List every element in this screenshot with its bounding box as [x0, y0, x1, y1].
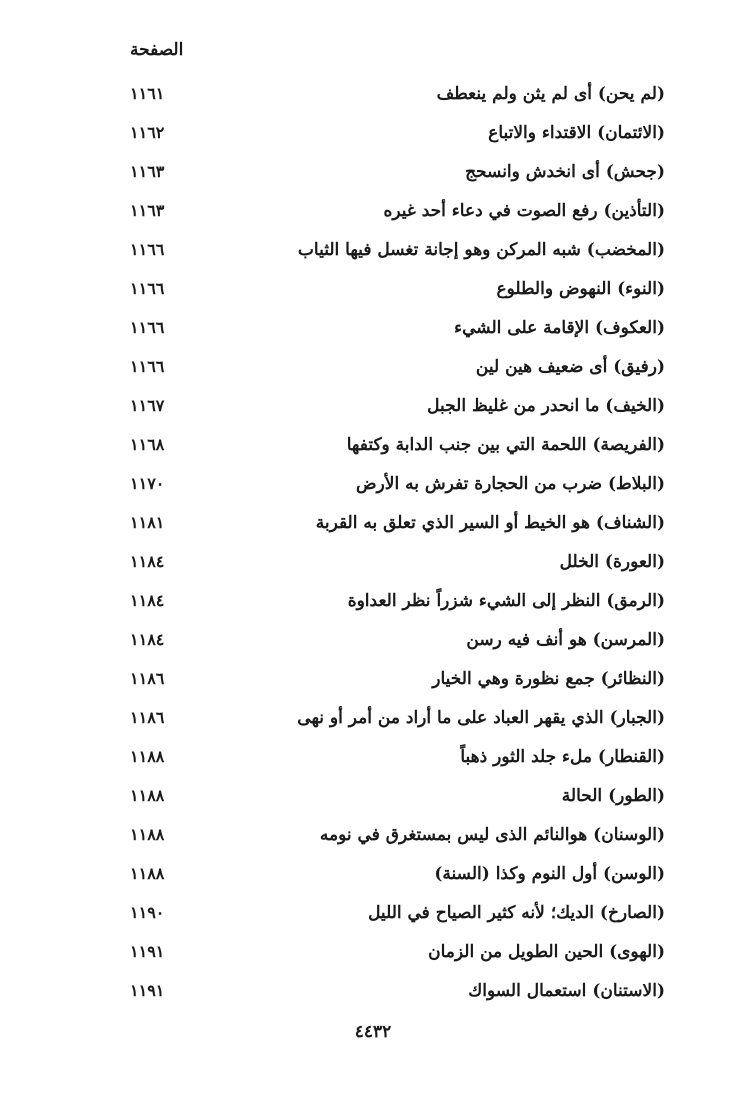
- entry-definition: (الائتمان) الاقتداء والاتباع: [488, 122, 665, 143]
- index-entry: [130, 815, 665, 854]
- index-entry: [130, 503, 665, 542]
- index-entry: [130, 308, 665, 347]
- index-entry: [130, 776, 665, 815]
- entry-page-number: ١١٨٨: [130, 786, 165, 805]
- entry-definition: (المخضب) شبه المركن وهو إجانة تغسل فيها الثياب: [297, 239, 665, 260]
- entry-definition: (الطور) الحالة: [561, 785, 665, 806]
- glossary-index-list: [130, 74, 665, 1010]
- entry-page-number: ١١٦٣: [130, 162, 165, 181]
- entry-definition: (الصارخ) الديك؛ لأنه كثير الصياح في الليل: [368, 902, 665, 923]
- entry-page-number: ١١٨٤: [130, 552, 165, 571]
- entry-page-number: ١١٧٠: [130, 474, 165, 493]
- entry-definition: (النظائر) جمع نظورة وهي الخيار: [432, 668, 665, 689]
- entry-page-number: ١١٨٤: [130, 591, 165, 610]
- index-entry: [130, 659, 665, 698]
- entry-definition: (العورة) الخلل: [559, 551, 665, 572]
- index-entry: [130, 620, 665, 659]
- entry-definition: (رفيق) أى ضعيف هين لين: [475, 356, 665, 377]
- entry-definition: (الوسنان) هوالنائم الذى ليس بمستغرق في نومه: [319, 824, 665, 845]
- index-entry: [130, 191, 665, 230]
- entry-definition: (العكوف) الإقامة على الشيء: [454, 317, 665, 338]
- entry-page-number: ١١٦٨: [130, 435, 165, 454]
- page-number: ٤٤٣٢: [354, 1022, 392, 1042]
- index-entry: [130, 347, 665, 386]
- index-entry: [130, 698, 665, 737]
- entry-definition: (الرمق) النظر إلى الشيء شزراً نظر العداوة: [347, 590, 665, 611]
- entry-page-number: ١١٨٦: [130, 708, 165, 727]
- entry-definition: (الاستنان) استعمال السواك: [468, 980, 665, 1001]
- entry-definition: (الوسن) أول النوم وكذا (السنة): [434, 863, 665, 884]
- entry-definition: (الفريصة) اللحمة التي بين جنب الدابة وكتفها: [346, 434, 665, 455]
- index-entry: [130, 893, 665, 932]
- index-entry: [130, 932, 665, 971]
- entry-definition: (البلاط) ضرب من الحجارة تفرش به الأرض: [356, 473, 665, 494]
- entry-page-number: ١١٩١: [130, 942, 165, 961]
- entry-page-number: ١١٨٦: [130, 669, 165, 688]
- entry-definition: (الشناف) هو الخيط أو السير الذي تعلق به القربة: [315, 512, 665, 533]
- entry-definition: (الجبار) الذي يقهر العباد على ما أراد من أمر أو نهى: [297, 707, 665, 728]
- index-entry: [130, 425, 665, 464]
- entry-page-number: ١١٦٣: [130, 201, 165, 220]
- entry-definition: (القنطار) ملء جلد الثور ذهباً: [460, 746, 665, 767]
- index-entry: [130, 386, 665, 425]
- page-column-header: الصفحة: [130, 40, 184, 60]
- entry-definition: (الهوى) الحين الطويل من الزمان: [428, 941, 665, 962]
- entry-page-number: ١١٩١: [130, 981, 165, 1000]
- index-entry: [130, 971, 665, 1010]
- index-entry: [130, 230, 665, 269]
- entry-page-number: ١١٦٦: [130, 318, 165, 337]
- index-entry: [130, 737, 665, 776]
- entry-page-number: ١١٨٨: [130, 747, 165, 766]
- entry-page-number: ١١٩٠: [130, 903, 165, 922]
- entry-page-number: ١١٦٦: [130, 279, 165, 298]
- entry-page-number: ١١٦٦: [130, 357, 165, 376]
- index-entry: [130, 464, 665, 503]
- index-entry: [130, 854, 665, 893]
- entry-definition: (المرسن) هو أنف فيه رسن: [466, 629, 665, 650]
- index-entry: [130, 152, 665, 191]
- index-entry: [130, 542, 665, 581]
- entry-page-number: ١١٦٦: [130, 240, 165, 259]
- entry-definition: (النوء) النهوض والطلوع: [496, 278, 665, 299]
- entry-page-number: ١١٦٢: [130, 123, 165, 142]
- entry-page-number: ١١٨٨: [130, 825, 165, 844]
- entry-page-number: ١١٨١: [130, 513, 165, 532]
- entry-page-number: ١١٨٤: [130, 630, 165, 649]
- entry-page-number: ١١٦١: [130, 84, 165, 103]
- index-entry: [130, 269, 665, 308]
- entry-definition: (لم يحن) أى لم يثن ولم ينعطف: [436, 83, 665, 104]
- index-entry: [130, 74, 665, 113]
- entry-page-number: ١١٦٧: [130, 396, 165, 415]
- index-entry: [130, 113, 665, 152]
- entry-definition: (جحش) أى انخدش وانسحج: [465, 161, 665, 182]
- index-entry: [130, 581, 665, 620]
- entry-definition: (الخيف) ما انحدر من غليظ الجبل: [427, 395, 665, 416]
- entry-definition: (التأذين) رفع الصوت في دعاء أحد غيره: [383, 200, 665, 221]
- entry-page-number: ١١٨٨: [130, 864, 165, 883]
